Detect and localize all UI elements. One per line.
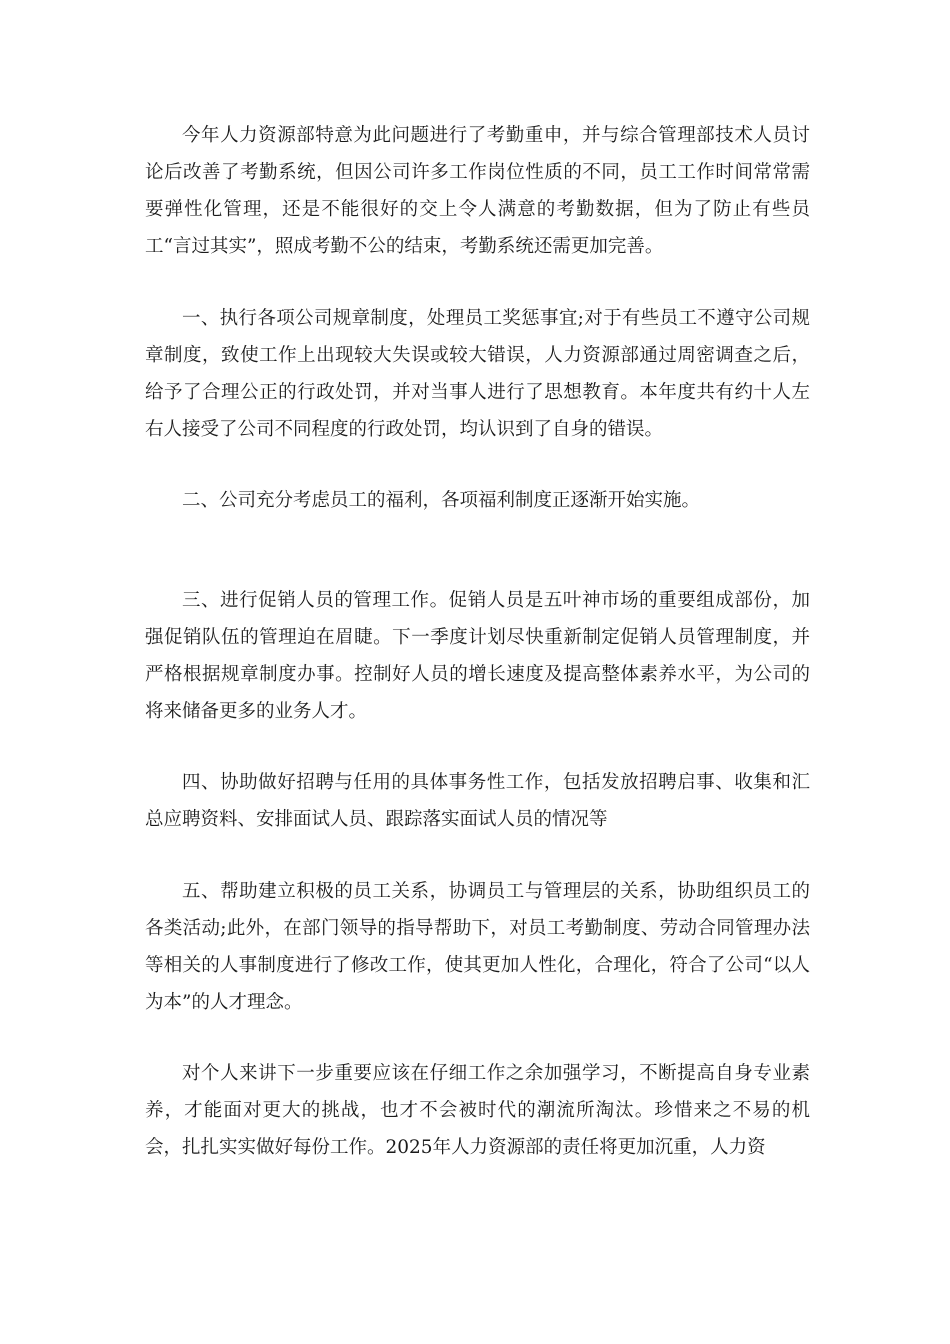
paragraph-item-two: 二、公司充分考虑员工的福利，各项福利制度正逐渐开始实施。 (182, 490, 701, 511)
paragraph-personal-plan: 对个人来讲下一步重要应该在仔细工作之余加强学习，不断提高自身专业素养，才能面对更大的挑战，也才不会被时代的潮流所淘汰。珍惜来之不易的机会，扎扎实实做好每份工作。2025年人力资源部的责任将更加沉重，人力资 (145, 1063, 810, 1158)
paragraph-attendance: 今年人力资源部特意为此问题进行了考勤重申，并与综合管理部技术人员讨论后改善了考勤系统，但因公司许多工作岗位性质的不同，员工工作时间常常需要弹性化管理，还是不能很好的交上令人满意的考勤数据，但为了防止有些员工“言过其实”，照成考勤不公的结束，考勤系统还需更加完善。 (145, 125, 810, 257)
paragraph-item-five: 五、帮助建立积极的员工关系，协调员工与管理层的关系，协助组织员工的各类活动;此外，在部门领导的指导帮助下，对员工考勤制度、劳动合同管理办法等相关的人事制度进行了修改工作，使其更加人性化，合理化，符合了公司“以人为本”的人才理念。 (145, 881, 810, 1013)
paragraph-item-three: 三、进行促销人员的管理工作。促销人员是五叶神市场的重要组成部份，加强促销队伍的管理迫在眉睫。下一季度计划尽快重新制定促销人员管理制度，并严格根据规章制度办事。控制好人员的增长速度及提高整体素养水平，为公司的将来储备更多的业务人才。 (145, 590, 810, 722)
paragraph-item-one: 一、执行各项公司规章制度，处理员工奖惩事宜;对于有些员工不遵守公司规章制度，致使工作上出现较大失误或较大错误，人力资源部通过周密调查之后，给予了合理公正的行政处罚，并对当事人进行了思想教育。本年度共有约十人左右人接受了公司不同程度的行政处罚，均认识到了自身的错误。 (145, 308, 810, 440)
paragraph-item-four: 四、协助做好招聘与任用的具体事务性工作，包括发放招聘启事、收集和汇总应聘资料、安排面试人员、跟踪落实面试人员的情况等 (145, 772, 810, 830)
